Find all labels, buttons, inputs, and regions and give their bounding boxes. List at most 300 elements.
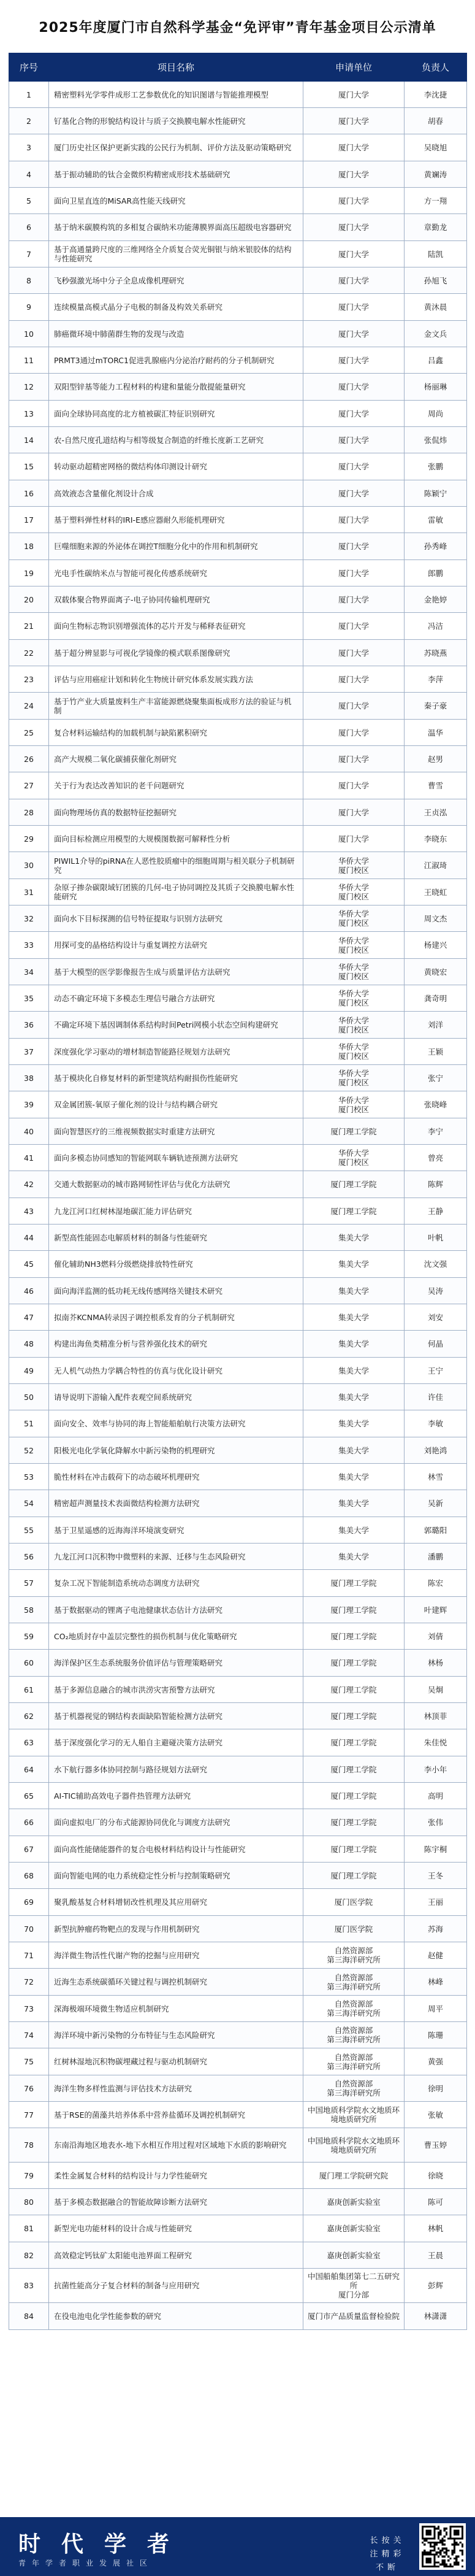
cell-project-name: 面向多模态协同感知的智能网联车辆轨迹预测方法研究 [49,1145,303,1171]
table-row [9,1384,467,1410]
cell-applicant-unit: 厦门大学 [303,347,405,374]
cell-leader: 温华 [405,720,467,746]
cell-applicant-unit: 厦门医学院 [303,1889,405,1916]
cell-project-name: 基于多源信息融合的城市洪涝灾害预警方法研究 [49,1677,303,1703]
cell-project-name: 无人机气动热力学耦合特性的仿真与优化设计研究 [49,1358,303,1384]
cell-project-name: 复杂工况下智能制造系统动态调度方法研究 [49,1570,303,1597]
cell-serial: 46 [9,1278,49,1304]
cell-leader: 冯洁 [405,613,467,640]
cell-project-name: 面向智能电网的电力系统稳定性分析与控制策略研究 [49,1863,303,1889]
cell-serial: 35 [9,985,49,1012]
cell-applicant-unit: 厦门理工学院 [303,1703,405,1729]
cell-applicant-unit: 厦门大学 [303,321,405,347]
cell-leader: 秦子豪 [405,693,467,720]
table-row [9,1171,467,1198]
table-row [9,1331,467,1358]
table-row [9,613,467,640]
cell-applicant-unit: 厦门大学 [303,507,405,533]
cell-serial: 56 [9,1544,49,1570]
table-row [9,666,467,693]
table-row [9,2215,467,2242]
cell-serial: 79 [9,2163,49,2189]
cell-applicant-unit: 厦门理工学院 [303,1809,405,1836]
cell-project-name: 聚乳酸基复合材料增韧改性机理及其应用研究 [49,1889,303,1916]
cell-leader: 吴涛 [405,1278,467,1304]
cell-project-name: 高效稳定钙钛矿太阳能电池界面工程研究 [49,2242,303,2269]
cell-project-name: 海洋微生物活性代谢产物的挖掘与应用研究 [49,1942,303,1969]
table-row [9,959,467,985]
table-row [9,1677,467,1703]
table-row [9,2102,467,2128]
cell-serial: 57 [9,1570,49,1597]
table-row [9,1756,467,1783]
cell-project-name: 关于行为表达改善知识的老千问题研究 [49,772,303,799]
cell-leader: 林雪 [405,1464,467,1490]
cell-project-name: 面向物理场仿真的数据特征挖掘研究 [49,799,303,826]
table-row [9,188,467,214]
cell-applicant-unit: 厦门大学 [303,560,405,586]
cell-project-name: 在役电池电化学性能参数的研究 [49,2303,303,2330]
cell-serial: 54 [9,1490,49,1517]
cell-serial: 76 [9,2075,49,2102]
cell-project-name: 面向目标检测应用模型的大规模图数据可解释性分析 [49,826,303,852]
cell-leader: 陈辉 [405,1171,467,1198]
table-row [9,1278,467,1304]
cell-leader: 杨丽琳 [405,374,467,401]
cell-project-name: 精密塑料光学零件成形工艺参数优化的知识图谱与智能推理模型 [49,82,303,108]
table-row [9,1517,467,1544]
table-row [9,1065,467,1091]
cell-leader: 胡春 [405,108,467,134]
cell-leader: 朱佳悦 [405,1729,467,1756]
cell-serial: 75 [9,2048,49,2075]
table-row [9,1623,467,1650]
cell-project-name: 基于纳米碳膜构筑的多相复合碳纳米功能薄膜界面高压超级电容器研究 [49,214,303,241]
cell-serial: 49 [9,1358,49,1384]
cell-leader: 周尚 [405,401,467,427]
cell-project-name: 面向卫星直连的MiSAR高性能天线研究 [49,188,303,214]
cell-applicant-unit: 厦门大学 [303,134,405,161]
cell-applicant-unit: 厦门大学 [303,453,405,480]
cell-serial: 26 [9,746,49,772]
cell-applicant-unit: 厦门医学院 [303,1916,405,1942]
cell-applicant-unit: 厦门大学 [303,640,405,666]
table-row [9,799,467,826]
cell-leader: 赵男 [405,746,467,772]
cell-applicant-unit: 厦门大学 [303,161,405,188]
cell-serial: 22 [9,640,49,666]
cell-applicant-unit: 中国地质科学院水文地质环境地质研究所 [303,2102,405,2128]
cell-leader: 江淑琦 [405,852,467,879]
cell-leader: 吕鑫 [405,347,467,374]
table-row [9,586,467,613]
cell-applicant-unit: 厦门理工学院 [303,1729,405,1756]
cell-applicant-unit: 华侨大学 厦门校区 [303,879,405,905]
table-row [9,1729,467,1756]
cell-project-name: 双金属团簇-氧原子催化剂的设计与结构耦合研究 [49,1091,303,1118]
cell-leader: 赵健 [405,1942,467,1969]
cell-serial: 20 [9,586,49,613]
cell-applicant-unit: 集美大学 [303,1464,405,1490]
table-row [9,1703,467,1729]
cell-applicant-unit: 厦门理工学院 [303,1623,405,1650]
table-row [9,453,467,480]
cell-applicant-unit: 华侨大学 厦门校区 [303,1091,405,1118]
table-row [9,1650,467,1677]
table-row [9,2269,467,2303]
table-row [9,1889,467,1916]
table-row [9,161,467,188]
cell-project-name: 基于模块化自修复材料的新型建筑结构耐损伤性能研究 [49,1065,303,1091]
table-row [9,427,467,453]
cell-serial: 62 [9,1703,49,1729]
qr-code-icon[interactable] [419,2523,466,2570]
cell-applicant-unit: 厦门理工学院 [303,1570,405,1597]
project-table-container [9,53,466,2330]
table-row [9,1437,467,1464]
cell-serial: 72 [9,1969,49,1996]
cell-project-name: 海洋环境中新污染物的分布特征与生态风险研究 [49,2022,303,2048]
cell-leader: 林顶菲 [405,1703,467,1729]
cell-leader: 张敏 [405,2102,467,2128]
cell-applicant-unit: 集美大学 [303,1517,405,1544]
cell-serial: 21 [9,613,49,640]
cell-serial: 61 [9,1677,49,1703]
cell-project-name: 柔性金属复合材料的结构设计与力学性能研究 [49,2163,303,2189]
cell-project-name: PRMT3通过mTORC1促进乳腺癌内分泌治疗耐药的分子机制研究 [49,347,303,374]
cell-applicant-unit: 厦门大学 [303,666,405,693]
cell-leader: 张鹏 [405,453,467,480]
footer-banner [0,2517,475,2576]
cell-leader: 李宁 [405,1118,467,1145]
cell-leader: 刘倩 [405,1623,467,1650]
cell-leader: 吴炯 [405,1677,467,1703]
cell-serial: 12 [9,374,49,401]
cell-leader: 许佳 [405,1384,467,1410]
cell-leader: 王贞泓 [405,799,467,826]
project-table [9,53,467,2330]
cell-project-name: 钌基化合物的形貌结构设计与质子交换膜电解水性能研究 [49,108,303,134]
cell-serial: 63 [9,1729,49,1756]
cell-project-name: 杂原子掺杂碳限域钌团簇的几何-电子协同调控及其质子交换膜电解水性能研究 [49,879,303,905]
cell-project-name: 光电手性碳纳米点与智能可视化传感系统研究 [49,560,303,586]
cell-project-name: 海洋生物多样性监测与评估技术方法研究 [49,2075,303,2102]
cell-applicant-unit: 自然资源部 第三海洋研究所 [303,2048,405,2075]
cell-project-name: 基于振动辅助的钛合金微织构精密成形技术基础研究 [49,161,303,188]
table-row [9,1996,467,2022]
cell-applicant-unit: 华侨大学 厦门校区 [303,1145,405,1171]
cell-project-name: 精密超声测量技术表面微结构检测方法研究 [49,1490,303,1517]
cell-project-name: 请导说明下游输入配件表观空间系统研究 [49,1384,303,1410]
cell-applicant-unit: 中国地质科学院水文地质环境地质研究所 [303,2128,405,2163]
cell-project-name: 近海生态系统碳循环关键过程与调控机制研究 [49,1969,303,1996]
cell-project-name: 面向智慧医疗的三维视频数据实时重建方法研究 [49,1118,303,1145]
cell-leader: 张宁 [405,1065,467,1091]
cell-leader: 林帆 [405,2215,467,2242]
cell-leader: 陆凯 [405,241,467,267]
cell-serial: 70 [9,1916,49,1942]
table-row [9,1863,467,1889]
cell-serial: 53 [9,1464,49,1490]
cell-serial: 73 [9,1996,49,2022]
cell-leader: 陈可 [405,2189,467,2215]
cell-leader: 叶建辉 [405,1597,467,1623]
cell-serial: 66 [9,1809,49,1836]
table-row [9,1783,467,1809]
cell-project-name: 新型抗肿瘤药物靶点的发现与作用机制研究 [49,1916,303,1942]
cell-serial: 41 [9,1145,49,1171]
cell-serial: 33 [9,932,49,959]
table-row [9,2303,467,2330]
table-row [9,1012,467,1039]
cell-applicant-unit: 集美大学 [303,1251,405,1278]
cell-project-name: 面向海洋监测的低功耗无线传感网络关键技术研究 [49,1278,303,1304]
cell-project-name: 抗菌性能高分子复合材料的制备与应用研究 [49,2269,303,2303]
cell-applicant-unit: 厦门大学 [303,746,405,772]
cell-leader: 徐明 [405,2075,467,2102]
cell-serial: 60 [9,1650,49,1677]
cell-serial: 1 [9,82,49,108]
table-row [9,294,467,321]
cell-serial: 58 [9,1597,49,1623]
table-row [9,1198,467,1225]
table-row [9,108,467,134]
table-row [9,720,467,746]
table-row [9,214,467,241]
header-project-name: 项目名称 [49,53,303,82]
cell-applicant-unit: 厦门理工学院 [303,1118,405,1145]
cell-leader: 黄强 [405,2048,467,2075]
cell-serial: 81 [9,2215,49,2242]
cell-leader: 潘鹏 [405,1544,467,1570]
cell-applicant-unit: 厦门大学 [303,188,405,214]
cell-serial: 19 [9,560,49,586]
cell-leader: 章勤龙 [405,214,467,241]
cell-project-name: 评估与应用癌症计划和转化生物统计研究体系发展实践方法 [49,666,303,693]
cell-applicant-unit: 厦门大学 [303,613,405,640]
header-serial: 序号 [9,53,49,82]
cell-applicant-unit: 厦门大学 [303,533,405,560]
cell-project-name: 基于数据驱动的锂离子电池健康状态估计方法研究 [49,1597,303,1623]
cell-leader: 李晓东 [405,826,467,852]
cell-applicant-unit: 厦门理工学院 [303,1836,405,1863]
cell-serial: 30 [9,852,49,879]
cell-serial: 36 [9,1012,49,1039]
cell-leader: 陈颖宁 [405,480,467,507]
table-row [9,267,467,294]
cell-applicant-unit: 厦门理工学院 [303,1677,405,1703]
cell-project-name: 基于高通量跨尺度的三维网络全介质复合荧光铜银与纳米银胶体的结构与性能研究 [49,241,303,267]
cell-serial: 11 [9,347,49,374]
cell-serial: 23 [9,666,49,693]
cell-leader: 刘洋 [405,1012,467,1039]
cell-serial: 39 [9,1091,49,1118]
cell-project-name: 基于超分辨显影与可视化学镜像的模式联系图像研究 [49,640,303,666]
cell-serial: 74 [9,2022,49,2048]
cell-applicant-unit: 集美大学 [303,1331,405,1358]
table-row [9,321,467,347]
table-header-row [9,53,467,82]
cell-serial: 65 [9,1783,49,1809]
cell-project-name: 深海极端环境微生物适应机制研究 [49,1996,303,2022]
table-row [9,82,467,108]
cell-serial: 44 [9,1225,49,1251]
cell-project-name: 基于塑料弹性材料的IRI-E感应器耐久形能机理研究 [49,507,303,533]
cell-applicant-unit: 厦门理工学院 [303,1171,405,1198]
cell-project-name: 九龙江河口沉积物中微塑料的来源、迁移与生态风险研究 [49,1544,303,1570]
cell-project-name: 红树林湿地沉积物碳埋藏过程与驱动机制研究 [49,2048,303,2075]
cell-applicant-unit: 厦门理工学院 [303,1597,405,1623]
cell-serial: 13 [9,401,49,427]
cell-applicant-unit: 集美大学 [303,1410,405,1437]
cell-applicant-unit: 厦门大学 [303,294,405,321]
table-row [9,1251,467,1278]
cell-serial: 83 [9,2269,49,2303]
cell-project-name: 农-自然尺度孔道结构与相等级复合制造的纤维长度新工艺研究 [49,427,303,453]
cell-project-name: 催化辅助NH3燃料分级燃烧排放特性研究 [49,1251,303,1278]
cell-project-name: 拟南芥KCNMA转录因子调控根系发育的分子机制研究 [49,1304,303,1331]
cell-serial: 68 [9,1863,49,1889]
cell-applicant-unit: 自然资源部 第三海洋研究所 [303,1969,405,1996]
cell-applicant-unit: 厦门大学 [303,374,405,401]
cell-applicant-unit: 华侨大学 厦门校区 [303,932,405,959]
cell-leader: 刘艳鸿 [405,1437,467,1464]
table-row [9,2163,467,2189]
cell-serial: 27 [9,772,49,799]
cell-applicant-unit: 厦门大学 [303,214,405,241]
table-row [9,401,467,427]
cell-applicant-unit: 华侨大学 厦门校区 [303,959,405,985]
cell-project-name: 新型光电功能材料的设计合成与性能研究 [49,2215,303,2242]
cell-serial: 47 [9,1304,49,1331]
table-row [9,2075,467,2102]
cell-leader: 黄斓涛 [405,161,467,188]
cell-project-name: 面向虚拟电厂的分布式能源协同优化与调度方法研究 [49,1809,303,1836]
cell-leader: 黄晓宏 [405,959,467,985]
cell-project-name: 用探可变的晶格结构设计与重复调控方法研究 [49,932,303,959]
cell-leader: 陈宇桐 [405,1836,467,1863]
table-row [9,693,467,720]
cell-serial: 15 [9,453,49,480]
cell-serial: 84 [9,2303,49,2330]
header-leader: 负责人 [405,53,467,82]
cell-serial: 29 [9,826,49,852]
cell-leader: 何晶 [405,1331,467,1358]
table-row [9,1464,467,1490]
cell-leader: 周文杰 [405,905,467,932]
table-row [9,826,467,852]
cell-serial: 77 [9,2102,49,2128]
cell-project-name: 基于多模态数据融合的智能故障诊断方法研究 [49,2189,303,2215]
cell-leader: 陈珊 [405,2022,467,2048]
cell-leader: 杨建兴 [405,932,467,959]
cell-serial: 52 [9,1437,49,1464]
cell-serial: 43 [9,1198,49,1225]
cell-leader: 金艳婷 [405,586,467,613]
cell-applicant-unit: 厦门理工学院研究院 [303,2163,405,2189]
cell-project-name: 基于深度强化学习的无人船自主避碰决策方法研究 [49,1729,303,1756]
table-row [9,1145,467,1171]
cell-project-name: 肺癌微环境中肺菌群生物的发现与改造 [49,321,303,347]
cell-leader: 叶帆 [405,1225,467,1251]
cell-serial: 37 [9,1039,49,1065]
cell-leader: 林峰 [405,1969,467,1996]
table-row [9,1544,467,1570]
table-row [9,480,467,507]
cell-leader: 雷敏 [405,507,467,533]
cell-leader: 曹雪 [405,772,467,799]
cell-project-name: 新型高性能固态电解质材料的制备与性能研究 [49,1225,303,1251]
document-title: 2025年度厦门市自然科学基金“免评审”青年基金项目公示清单 [39,20,436,36]
brand-slogan: 青年学者职业发展社区 [18,2559,154,2567]
cell-project-name: 九龙江河口红树林湿地碳汇能力评估研究 [49,1198,303,1225]
cell-leader: 王晓虹 [405,879,467,905]
table-row [9,2242,467,2269]
table-row [9,1969,467,1996]
table-row [9,1091,467,1118]
cell-project-name: 脆性材料在冲击载荷下的动态破坏机理研究 [49,1464,303,1490]
cell-applicant-unit: 厦门理工学院 [303,1783,405,1809]
cell-leader: 林杨 [405,1650,467,1677]
table-row [9,1225,467,1251]
cell-applicant-unit: 中国船舶集团第七二五研究所 厦门分部 [303,2269,405,2303]
cell-applicant-unit: 华侨大学 厦门校区 [303,852,405,879]
cell-leader: 王宁 [405,1358,467,1384]
cell-applicant-unit: 集美大学 [303,1358,405,1384]
table-row [9,1836,467,1863]
cell-project-name: 基于RSE的菌藻共培养体系中营养盐循环及调控机制研究 [49,2102,303,2128]
cell-serial: 64 [9,1756,49,1783]
cell-leader: 黄沐晨 [405,294,467,321]
table-header [9,53,467,82]
cell-leader: 彭辉 [405,2269,467,2303]
cell-project-name: 动态不确定环境下多模态生理信号融合方法研究 [49,985,303,1012]
cell-serial: 10 [9,321,49,347]
cell-applicant-unit: 华侨大学 厦门校区 [303,905,405,932]
cell-leader: 苏晓燕 [405,640,467,666]
cell-project-name: 复合材料运输结构的加载机制与缺陷累积研究 [49,720,303,746]
cell-project-name: 构建出海鱼类精准分析与营养强化技术的研究 [49,1331,303,1358]
cell-project-name: PIWIL1介导的piRNA在人恶性胶质瘤中的细胞周期与相关联分子机制研究 [49,852,303,879]
table-row [9,507,467,533]
cell-serial: 28 [9,799,49,826]
cell-leader: 龚奇明 [405,985,467,1012]
cell-leader: 徐晓 [405,2163,467,2189]
cell-applicant-unit: 厦门大学 [303,108,405,134]
cell-applicant-unit: 厦门大学 [303,427,405,453]
cell-applicant-unit: 厦门理工学院 [303,1863,405,1889]
cell-serial: 67 [9,1836,49,1863]
cell-serial: 34 [9,959,49,985]
cell-leader: 李小年 [405,1756,467,1783]
cell-serial: 31 [9,879,49,905]
cell-serial: 3 [9,134,49,161]
cell-project-name: 飞秒强激光场中分子全息成像机理研究 [49,267,303,294]
cell-applicant-unit: 华侨大学 厦门校区 [303,1039,405,1065]
cell-leader: 郭璐阳 [405,1517,467,1544]
table-row [9,640,467,666]
cell-leader: 陈宏 [405,1570,467,1597]
cell-leader: 王颖 [405,1039,467,1065]
cell-project-name: 双阳型锌基等能力工程材料的构建和量能分散提能量研究 [49,374,303,401]
cell-leader: 孙旭飞 [405,267,467,294]
cell-leader: 吴新 [405,1490,467,1517]
table-row [9,1942,467,1969]
cell-serial: 69 [9,1889,49,1916]
cell-applicant-unit: 集美大学 [303,1384,405,1410]
cell-applicant-unit: 嘉庚创新实验室 [303,2215,405,2242]
cell-applicant-unit: 华侨大学 厦门校区 [303,1065,405,1091]
